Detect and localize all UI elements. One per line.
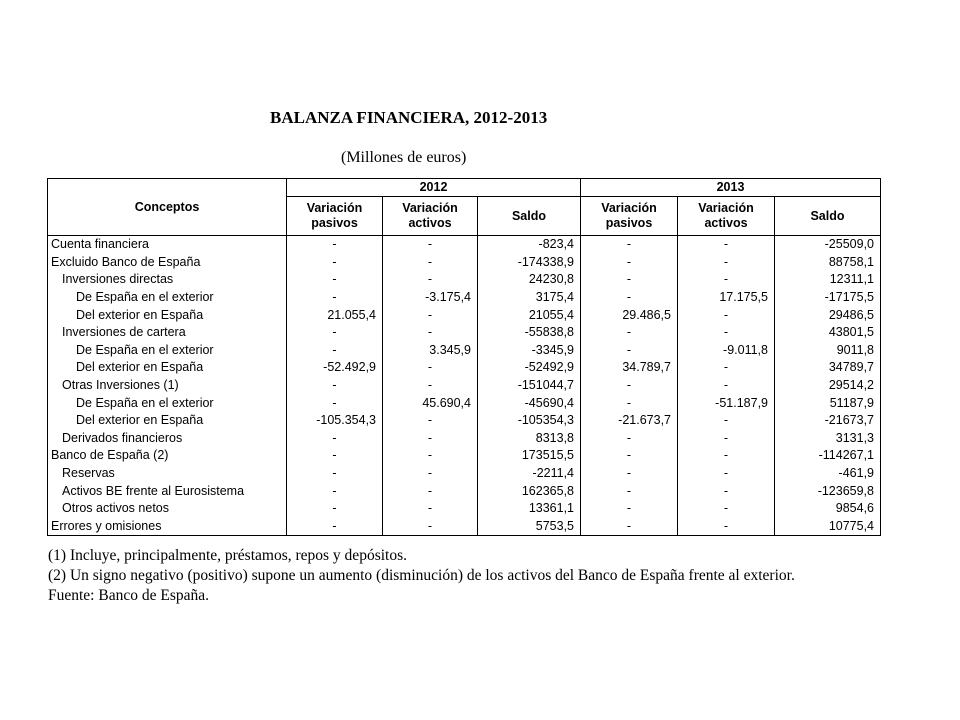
cell-activos-2013: - bbox=[678, 482, 775, 500]
cell-saldo-2012: 5753,5 bbox=[478, 518, 581, 536]
cell-pasivos-2013: - bbox=[581, 447, 678, 465]
cell-saldo-2012: 173515,5 bbox=[478, 447, 581, 465]
footnote-1: (1) Incluye, principalmente, préstamos, repos y depósitos. bbox=[48, 547, 407, 564]
cell-saldo-2013: -21673,7 bbox=[775, 412, 881, 430]
header-variacion-activos-2012: Variación activos bbox=[383, 197, 478, 236]
cell-saldo-2012: 8313,8 bbox=[478, 430, 581, 448]
cell-saldo-2013: 34789,7 bbox=[775, 359, 881, 377]
cell-activos-2013: - bbox=[678, 377, 775, 395]
cell-activos-2012: - bbox=[383, 271, 478, 289]
cell-saldo-2013: 29514,2 bbox=[775, 377, 881, 395]
row-label: Del exterior en España bbox=[48, 412, 287, 430]
cell-pasivos-2013: 29.486,5 bbox=[581, 306, 678, 324]
table-row bbox=[48, 254, 881, 272]
cell-activos-2013: 17.175,5 bbox=[678, 289, 775, 307]
cell-saldo-2012: -45690,4 bbox=[478, 394, 581, 412]
table-row bbox=[48, 289, 881, 307]
cell-activos-2013: -9.011,8 bbox=[678, 342, 775, 360]
row-label: Inversiones directas bbox=[48, 271, 287, 289]
cell-pasivos-2013: - bbox=[581, 482, 678, 500]
cell-activos-2012: - bbox=[383, 430, 478, 448]
cell-activos-2012: - bbox=[383, 482, 478, 500]
cell-saldo-2012: -174338,9 bbox=[478, 254, 581, 272]
header-year-2012: 2012 bbox=[287, 179, 581, 197]
cell-activos-2012: - bbox=[383, 377, 478, 395]
row-label: Cuenta financiera bbox=[48, 236, 287, 254]
cell-activos-2013: - bbox=[678, 518, 775, 536]
cell-pasivos-2012: - bbox=[287, 271, 383, 289]
cell-saldo-2012: -52492,9 bbox=[478, 359, 581, 377]
cell-saldo-2012: 162365,8 bbox=[478, 482, 581, 500]
table-row bbox=[48, 271, 881, 289]
row-label: Derivados financieros bbox=[48, 430, 287, 448]
cell-pasivos-2012: - bbox=[287, 482, 383, 500]
row-label: De España en el exterior bbox=[48, 394, 287, 412]
row-label: Otros activos netos bbox=[48, 500, 287, 518]
row-label: Excluido Banco de España bbox=[48, 254, 287, 272]
cell-saldo-2012: 21055,4 bbox=[478, 306, 581, 324]
header-variacion-pasivos-2013: Variación pasivos bbox=[581, 197, 678, 236]
cell-activos-2013: - bbox=[678, 254, 775, 272]
cell-pasivos-2013: - bbox=[581, 518, 678, 536]
financial-balance-table bbox=[47, 178, 881, 536]
table-row bbox=[48, 500, 881, 518]
cell-pasivos-2012: - bbox=[287, 236, 383, 254]
footnote-2: (2) Un signo negativo (positivo) supone un aumento (disminución) de los activos del Banco de España frente al exterior. bbox=[48, 567, 795, 584]
cell-activos-2012: 45.690,4 bbox=[383, 394, 478, 412]
table-row bbox=[48, 324, 881, 342]
cell-pasivos-2013: - bbox=[581, 377, 678, 395]
cell-saldo-2012: -105354,3 bbox=[478, 412, 581, 430]
cell-activos-2013: - bbox=[678, 500, 775, 518]
cell-activos-2012: - bbox=[383, 412, 478, 430]
cell-pasivos-2012: - bbox=[287, 324, 383, 342]
cell-pasivos-2013: - bbox=[581, 289, 678, 307]
table-row bbox=[48, 377, 881, 395]
document-title: BALANZA FINANCIERA, 2012-2013 bbox=[270, 108, 548, 127]
cell-activos-2013: - bbox=[678, 447, 775, 465]
row-label: Activos BE frente al Eurosistema bbox=[48, 482, 287, 500]
cell-pasivos-2012: - bbox=[287, 342, 383, 360]
row-label: De España en el exterior bbox=[48, 289, 287, 307]
cell-activos-2012: - bbox=[383, 324, 478, 342]
cell-activos-2012: - bbox=[383, 518, 478, 536]
cell-pasivos-2013: - bbox=[581, 465, 678, 483]
cell-pasivos-2012: - bbox=[287, 500, 383, 518]
cell-activos-2012: - bbox=[383, 447, 478, 465]
cell-saldo-2012: -823,4 bbox=[478, 236, 581, 254]
cell-pasivos-2013: - bbox=[581, 430, 678, 448]
header-year-2013: 2013 bbox=[581, 179, 881, 197]
row-label: Reservas bbox=[48, 465, 287, 483]
table-row bbox=[48, 430, 881, 448]
header-concepts: Conceptos bbox=[48, 179, 287, 236]
cell-pasivos-2012: - bbox=[287, 447, 383, 465]
header-variacion-activos-2013: Variación activos bbox=[678, 197, 775, 236]
table-row bbox=[48, 447, 881, 465]
cell-pasivos-2012: -105.354,3 bbox=[287, 412, 383, 430]
cell-pasivos-2012: -52.492,9 bbox=[287, 359, 383, 377]
cell-saldo-2012: -2211,4 bbox=[478, 465, 581, 483]
cell-pasivos-2013: - bbox=[581, 271, 678, 289]
table-row bbox=[48, 394, 881, 412]
table-row bbox=[48, 236, 881, 254]
cell-saldo-2013: 88758,1 bbox=[775, 254, 881, 272]
cell-activos-2013: - bbox=[678, 412, 775, 430]
row-label: De España en el exterior bbox=[48, 342, 287, 360]
cell-pasivos-2013: - bbox=[581, 394, 678, 412]
cell-activos-2013: - bbox=[678, 236, 775, 254]
cell-activos-2013: - bbox=[678, 465, 775, 483]
cell-activos-2012: - bbox=[383, 465, 478, 483]
cell-saldo-2013: 12311,1 bbox=[775, 271, 881, 289]
cell-saldo-2013: -25509,0 bbox=[775, 236, 881, 254]
table-body bbox=[48, 236, 881, 536]
cell-saldo-2013: -17175,5 bbox=[775, 289, 881, 307]
cell-activos-2012: - bbox=[383, 236, 478, 254]
cell-pasivos-2013: - bbox=[581, 236, 678, 254]
table-row bbox=[48, 306, 881, 324]
row-label: Inversiones de cartera bbox=[48, 324, 287, 342]
cell-activos-2013: - bbox=[678, 359, 775, 377]
header-saldo-2012: Saldo bbox=[478, 197, 581, 236]
document-subtitle: (Millones de euros) bbox=[341, 149, 467, 166]
row-label: Banco de España (2) bbox=[48, 447, 287, 465]
cell-activos-2013: -51.187,9 bbox=[678, 394, 775, 412]
cell-saldo-2012: -55838,8 bbox=[478, 324, 581, 342]
cell-pasivos-2013: - bbox=[581, 324, 678, 342]
cell-pasivos-2012: - bbox=[287, 430, 383, 448]
cell-activos-2012: - bbox=[383, 254, 478, 272]
cell-pasivos-2013: -21.673,7 bbox=[581, 412, 678, 430]
row-label: Errores y omisiones bbox=[48, 518, 287, 536]
table-row bbox=[48, 465, 881, 483]
cell-activos-2012: 3.345,9 bbox=[383, 342, 478, 360]
row-label: Del exterior en España bbox=[48, 359, 287, 377]
cell-pasivos-2012: - bbox=[287, 518, 383, 536]
cell-pasivos-2013: - bbox=[581, 500, 678, 518]
cell-pasivos-2012: - bbox=[287, 465, 383, 483]
cell-saldo-2013: 10775,4 bbox=[775, 518, 881, 536]
row-label: Del exterior en España bbox=[48, 306, 287, 324]
cell-activos-2013: - bbox=[678, 271, 775, 289]
cell-saldo-2012: -151044,7 bbox=[478, 377, 581, 395]
cell-pasivos-2012: - bbox=[287, 377, 383, 395]
cell-pasivos-2012: - bbox=[287, 254, 383, 272]
cell-saldo-2013: 51187,9 bbox=[775, 394, 881, 412]
cell-pasivos-2013: 34.789,7 bbox=[581, 359, 678, 377]
cell-saldo-2013: -123659,8 bbox=[775, 482, 881, 500]
cell-activos-2012: -3.175,4 bbox=[383, 289, 478, 307]
cell-saldo-2012: -3345,9 bbox=[478, 342, 581, 360]
cell-pasivos-2013: - bbox=[581, 342, 678, 360]
cell-saldo-2012: 24230,8 bbox=[478, 271, 581, 289]
row-label: Otras Inversiones (1) bbox=[48, 377, 287, 395]
cell-saldo-2012: 3175,4 bbox=[478, 289, 581, 307]
header-variacion-pasivos-2012: Variación pasivos bbox=[287, 197, 383, 236]
cell-activos-2012: - bbox=[383, 359, 478, 377]
cell-activos-2013: - bbox=[678, 324, 775, 342]
cell-pasivos-2012: 21.055,4 bbox=[287, 306, 383, 324]
cell-pasivos-2012: - bbox=[287, 394, 383, 412]
table-row bbox=[48, 518, 881, 536]
cell-activos-2012: - bbox=[383, 306, 478, 324]
table-row bbox=[48, 412, 881, 430]
cell-activos-2012: - bbox=[383, 500, 478, 518]
cell-activos-2013: - bbox=[678, 306, 775, 324]
table-row bbox=[48, 482, 881, 500]
header-saldo-2013: Saldo bbox=[775, 197, 881, 236]
cell-saldo-2012: 13361,1 bbox=[478, 500, 581, 518]
table-row bbox=[48, 342, 881, 360]
cell-saldo-2013: 43801,5 bbox=[775, 324, 881, 342]
footnotes bbox=[48, 546, 888, 606]
cell-pasivos-2013: - bbox=[581, 254, 678, 272]
cell-pasivos-2012: - bbox=[287, 289, 383, 307]
cell-saldo-2013: -114267,1 bbox=[775, 447, 881, 465]
cell-saldo-2013: 3131,3 bbox=[775, 430, 881, 448]
cell-saldo-2013: 29486,5 bbox=[775, 306, 881, 324]
cell-saldo-2013: 9854,6 bbox=[775, 500, 881, 518]
cell-saldo-2013: -461,9 bbox=[775, 465, 881, 483]
source-note: Fuente: Banco de España. bbox=[48, 587, 209, 604]
cell-saldo-2013: 9011,8 bbox=[775, 342, 881, 360]
cell-activos-2013: - bbox=[678, 430, 775, 448]
table-row bbox=[48, 359, 881, 377]
